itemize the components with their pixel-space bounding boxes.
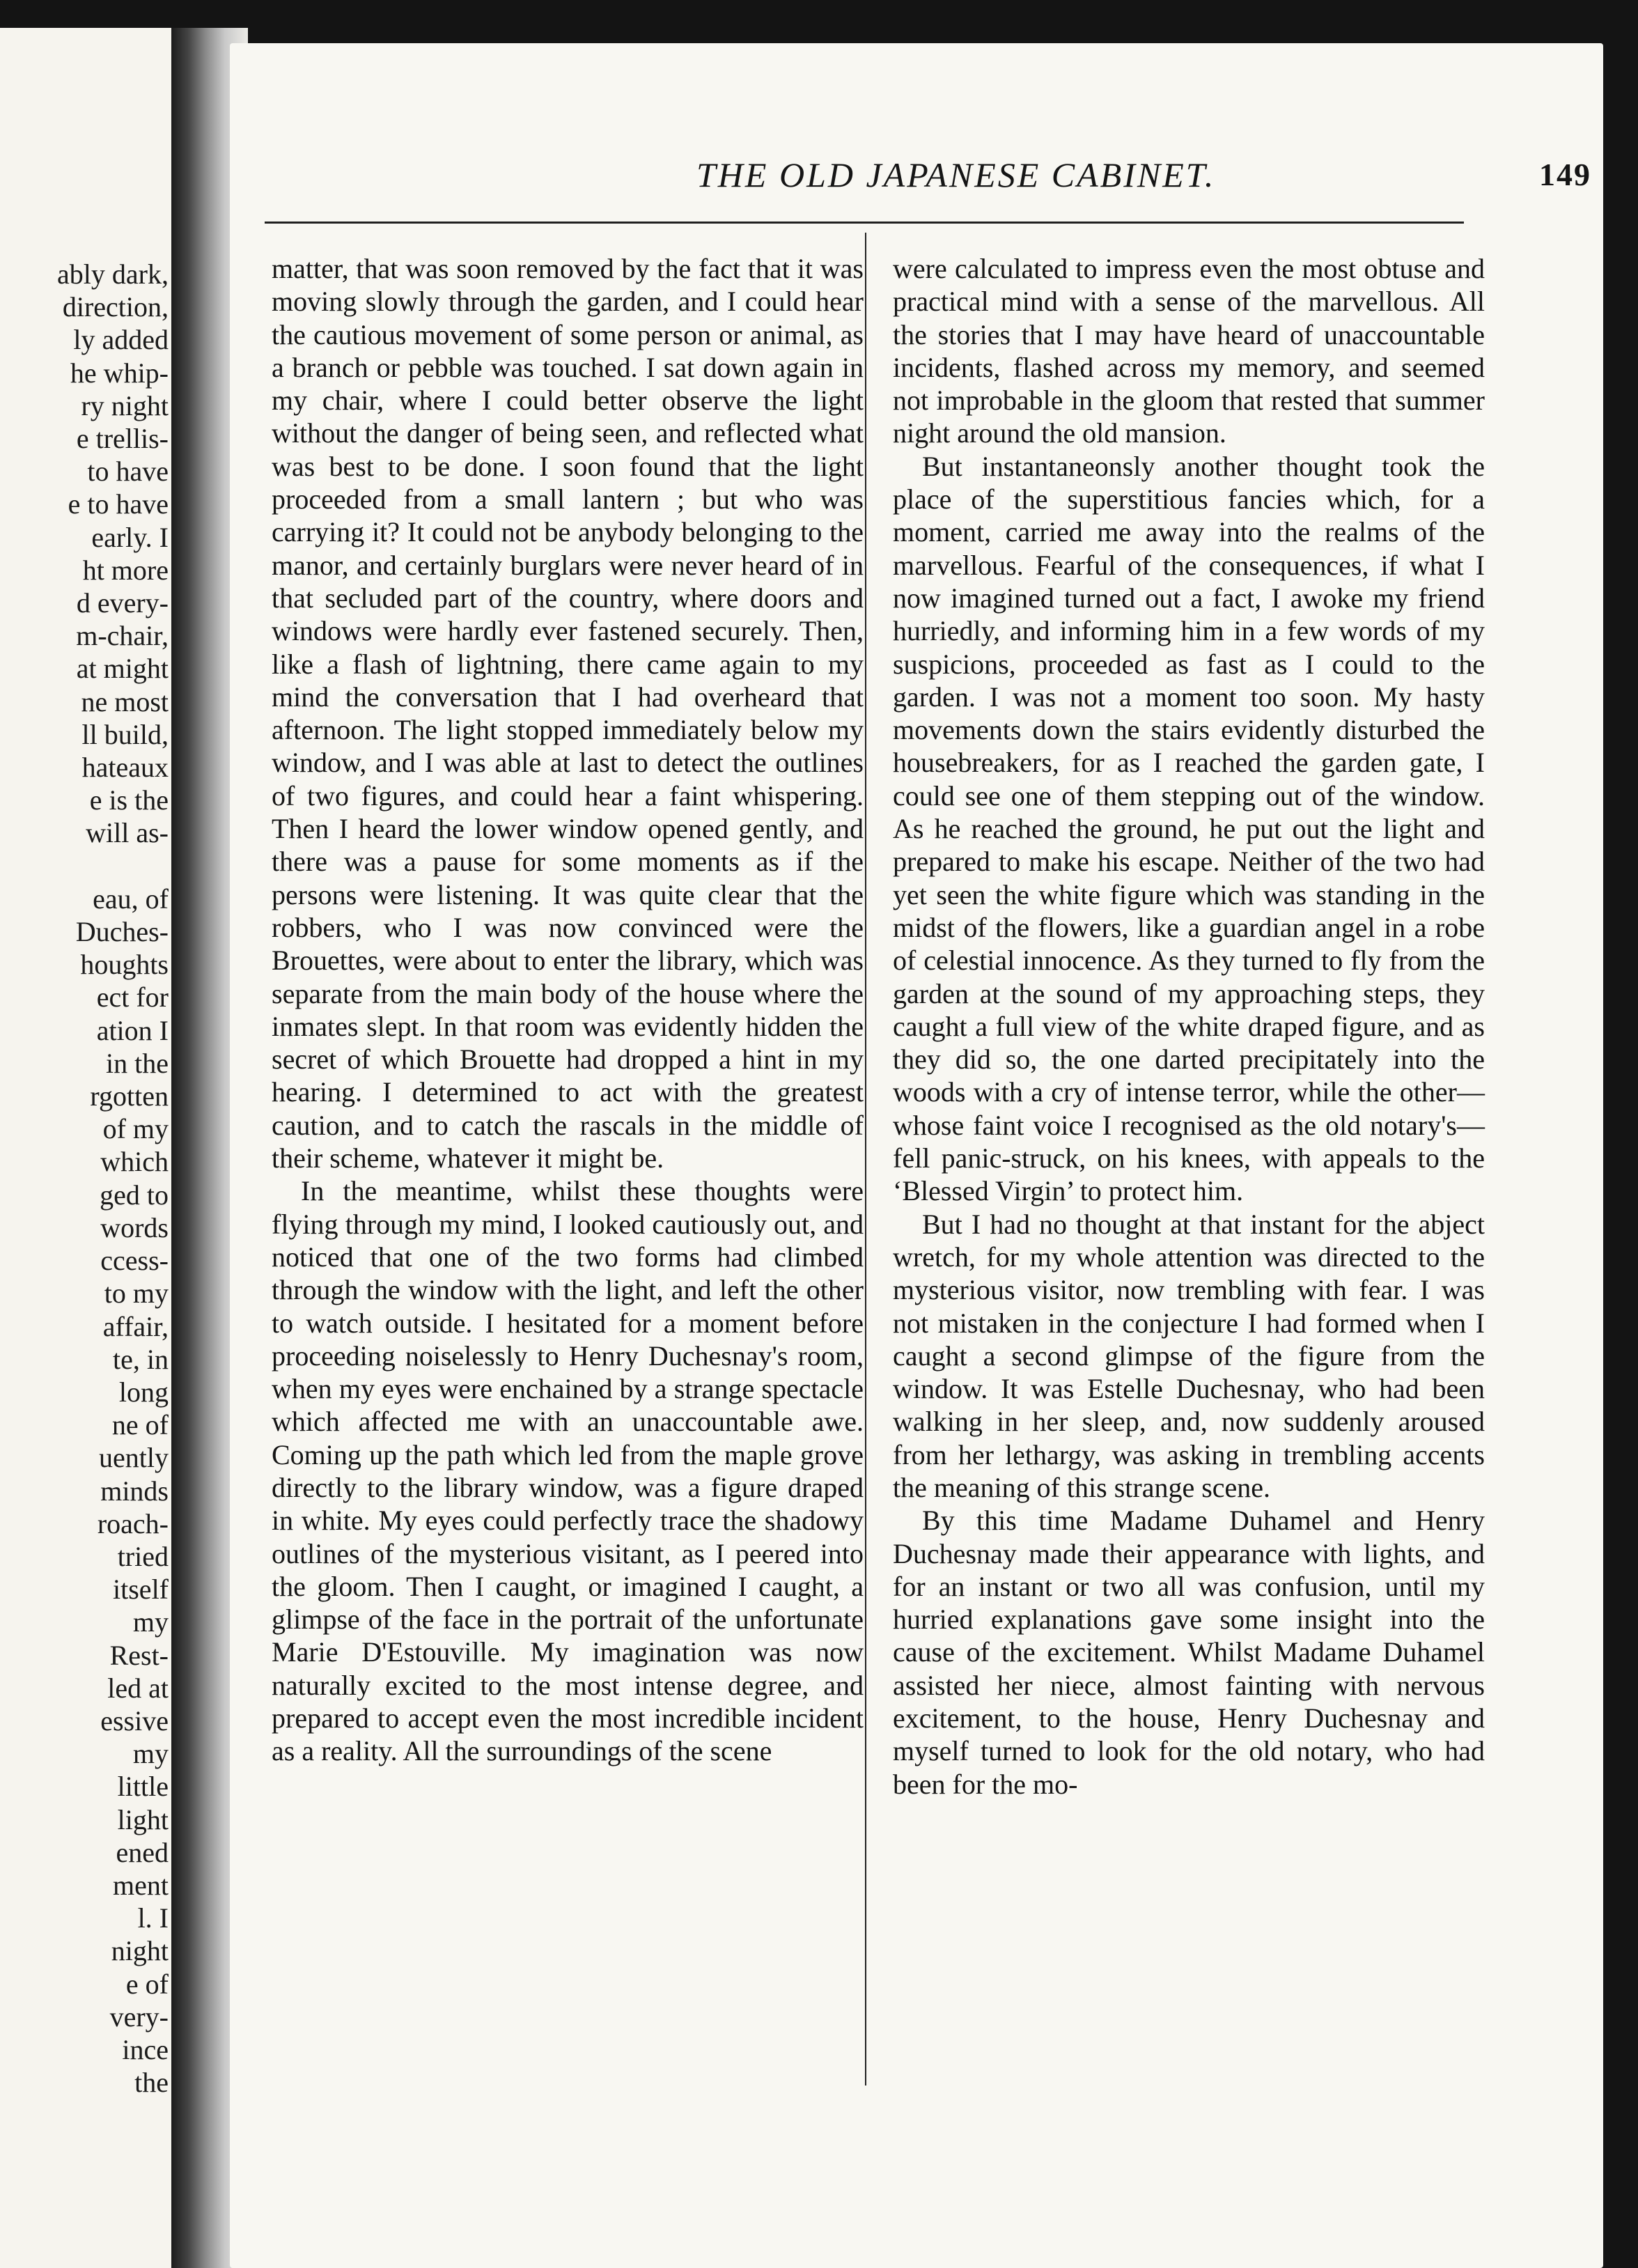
paragraph: In the meantime, whilst these thoughts were flying through my mind, I looked cautiously out, and noticed that one of the two forms had climbed through the window with the light, and left the other to watch outside. I hesitated for a moment before proceeding noiselessly to Henry Duchesnay's room, when my eyes were enchained by a strange spectacle which affected me with an unaccountable awe. Coming up the path which led from the maple grove directly to the library window, was a figure draped in white. My eyes could perfectly trace the shadowy outlines of the mysterious visitant, as I peered into the gloom. Then I caught, or imagined I caught, a glimpse of the face in the portrait of the unfortunate Marie D'Estouville. My imagination was now naturally excited to the most intense degree, and prepared to accept even the most incredible incident as a reality. All the surroundings of the scene bbox=[272, 1175, 864, 1767]
paragraph: But I had no thought at that instant for the abject wretch, for my whole attention was directed to the mysterious visitor, now trembling with fear. I was not mistaken in the conjecture I had formed when I caught a second glimpse of the figure from the window. It was Estelle Duchesnay, who had been walking in her sleep, and, now suddenly aroused from her lethargy, was asking in trembling accents the meaning of this strange scene. bbox=[893, 1208, 1485, 1503]
paragraph: matter, that was soon removed by the fact that it was moving slowly through the garden, and I could hear the cautious movement of some person or animal, as a branch or pebble was touched. I sat down again in my chair, where I could better observe the light without the danger of being seen, and reflected what was best to be done. I soon found that the light proceeded from a small lantern ; but who was carrying it? It could not be anybody belonging to the manor, and certainly burglars were never heard of in that secluded part of the country, where doors and windows were hardly ever fastened securely. Then, like a flash of lightning, there came again to my mind the conversation that I had overheard that afternoon. The light stopped immediately below my window, and I was able at last to detect the outlines of two figures, and could hear a faint whispering. Then I heard the lower window opened gently, and there was a pause for some moments as if the persons were listening. It was quite clear that the robbers, who I was now convinced were the Brouettes, were about to enter the library, which was separate from the main body of the house where the inmates slept. In that room was evidently hidden the secret of which Brouette had dropped a hint in my hearing. I determined to act with the greatest caution, and to catch the rascals in the middle of their scheme, whatever it might be. bbox=[272, 253, 864, 1174]
page bbox=[230, 43, 1603, 2268]
facing-page-text-fragments: ably dark, direction, ly added he whip- ry night e trellis- to have e to have early. I ht more d every- m-chair, at might ne most ll build, hateaux e is the will as- eau, of Duches- houghts ect for ation I in the rgotten of my which ged to words ccess- to my affair, te, in long ne of uently minds roach- tried itself my Rest- led at essive my little light ened ment l. I night e of very- ince the bbox=[57, 258, 169, 2099]
paragraph: were calculated to impress even the most obtuse and practical mind with a sense of the marvellous. All the stories that I may have heard of unaccountable incidents, flashed across my memory, and seemed not improbable in the gloom that rested that summer night around the old mansion. bbox=[893, 253, 1485, 449]
paragraph: By this time Madame Duhamel and Henry Duchesnay made their appearance with lights, and for an instant or two all was confusion, until my hurried explanations gave some insight into the cause of the excitement. Whilst Madame Duhamel assisted her niece, almost fainting with nervous excitement, to the house, Henry Duchesnay and myself turned to look for the old notary, who had been for the mo- bbox=[893, 1505, 1485, 1800]
running-head bbox=[341, 155, 1591, 210]
left-column bbox=[272, 252, 864, 1768]
header-rule bbox=[265, 222, 1464, 224]
paragraph: But instantaneonsly another thought took the place of the superstitious fancies which, for a moment, carried me away into the realms of the marvellous. Fearful of the consequences, if what I now imagined turned out a fact, I awoke my friend hurriedly, and informing him in a few words of my suspicions, proceeded as fast as I could to the garden. I was not a moment too soon. My hasty movements down the stairs evidently disturbed the housebreakers, for as I reached the garden gate, I could see one of them stepping out of the window. As he reached the ground, he put out the light and prepared to make his escape. Neither of the two had yet seen the white figure which was standing in the midst of the flowers, like a guardian angel in a robe of celestial innocence. As they turned to fly from the garden at the sound of my approaching steps, they caught a full view of the white draped figure, and as they did so, the one darted precipitately into the woods with a cry of intense terror, while the other—whose faint voice I recognised as the old notary's—fell panic-struck, on his knees, with appeals to the ‘Blessed Virgin’ to protect him. bbox=[893, 450, 1485, 1207]
facing-page bbox=[0, 28, 181, 2268]
column-divider bbox=[865, 233, 866, 2086]
running-title: THE OLD JAPANESE CABINET. bbox=[696, 155, 1216, 194]
right-column bbox=[893, 252, 1485, 1801]
page-number: 149 bbox=[1539, 157, 1591, 192]
